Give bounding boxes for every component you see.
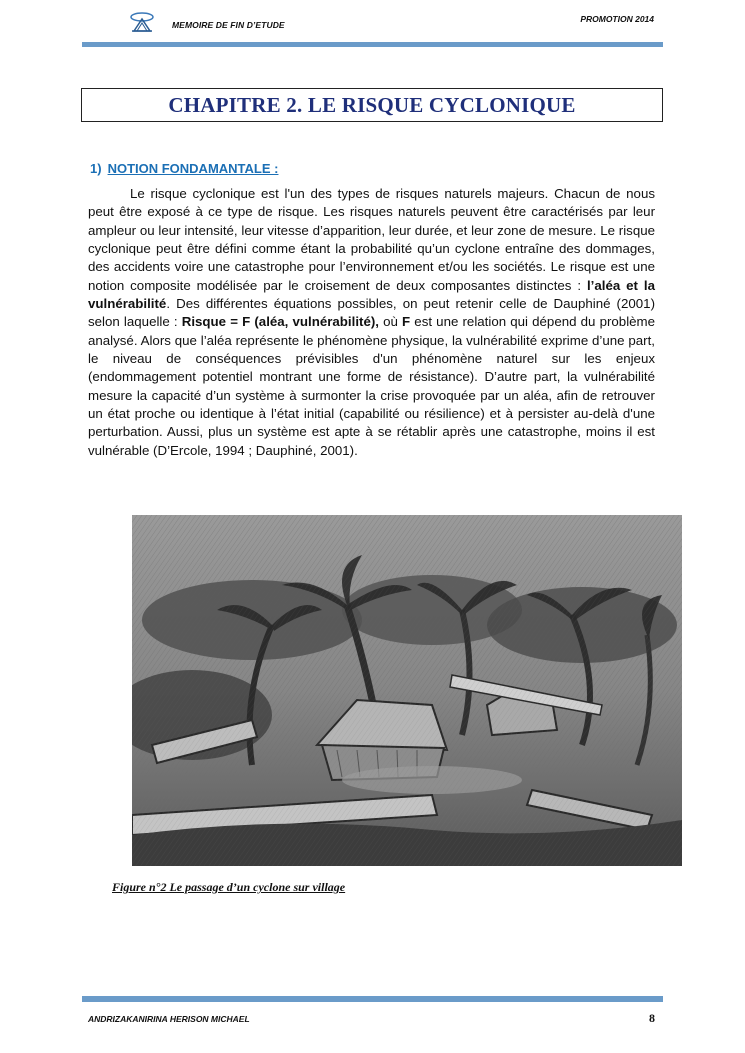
chapter-title: CHAPITRE 2. LE RISQUE CYCLONIQUE xyxy=(168,92,576,117)
paragraph-bold-1: l’aléa et la vulnérabilité xyxy=(88,277,655,312)
footer-author: ANDRIZAKANIRINA HERISON MICHAEL xyxy=(88,1014,250,1024)
section-number: 1) xyxy=(90,161,102,176)
body-paragraph xyxy=(88,185,655,460)
paragraph-text-3: où xyxy=(378,314,403,330)
section-title: NOTION FONDAMANTALE : xyxy=(107,161,279,176)
section-heading xyxy=(90,161,278,176)
header-left-text: MEMOIRE DE FIN D’ETUDE xyxy=(172,20,285,30)
figure-caption: Figure n°2 Le passage d’un cyclone sur village xyxy=(112,880,346,894)
header-rule xyxy=(82,42,663,47)
chapter-title-box xyxy=(81,88,663,122)
paragraph-bold-3: F xyxy=(402,314,411,330)
university-logo-icon xyxy=(124,10,160,34)
paragraph-text-1: Le risque cyclonique est l'un des types de risques naturels majeurs. Chacun de nous peut être exposé à ce type de risque. Les risques naturels peuvent être caractérisés par leur ampleur ou leur intensité, leur vitesse d’apparition, leur durée, et leur zone de mesure. Le risque cyclonique peut être défini comme étant la probabilité qu’un cyclone entraîne des dommages, des accidents voire une catastrophe pour l’environnement et/ou les sociétés. Le risque est une notion composite modélisée par le croisement de deux composantes distinctes : xyxy=(88,186,655,293)
paragraph-text-2: . Des différentes équations possibles, on peut retenir celle de Dauphiné (2001) selon laquelle : xyxy=(88,296,655,330)
paragraph-bold-2: Risque = F (aléa, vulnérabilité), xyxy=(181,314,379,330)
paragraph-text-4: est une relation qui dépend du problème analysé. Alors que l’aléa représente le phénomène physique, la vulnérabilité exprime d’une part, le niveau de conséquences prévisibles d'un phénomène naturel sur les enjeux (endommagement potentiel montrant une forme de résistance). D’autre part, la vulnérabilité mesure la capacité d’un système à surmonter la crise provoquée par un aléa, afin de retrouver un état proche ou identique à l’état initial (capabilité ou résilience) et à persister au-delà d'une perturbation. Aussi, plus un système est apte à se rétablir après une catastrophe, moins il est vulnérable (D’Ercole, 1994 ; Dauphiné, 2001). xyxy=(88,314,656,458)
cyclone-illustration xyxy=(132,515,682,866)
page-number: 8 xyxy=(649,1011,655,1025)
footer-rule xyxy=(82,996,663,1002)
header-right-text: PROMOTION 2014 xyxy=(580,14,654,24)
